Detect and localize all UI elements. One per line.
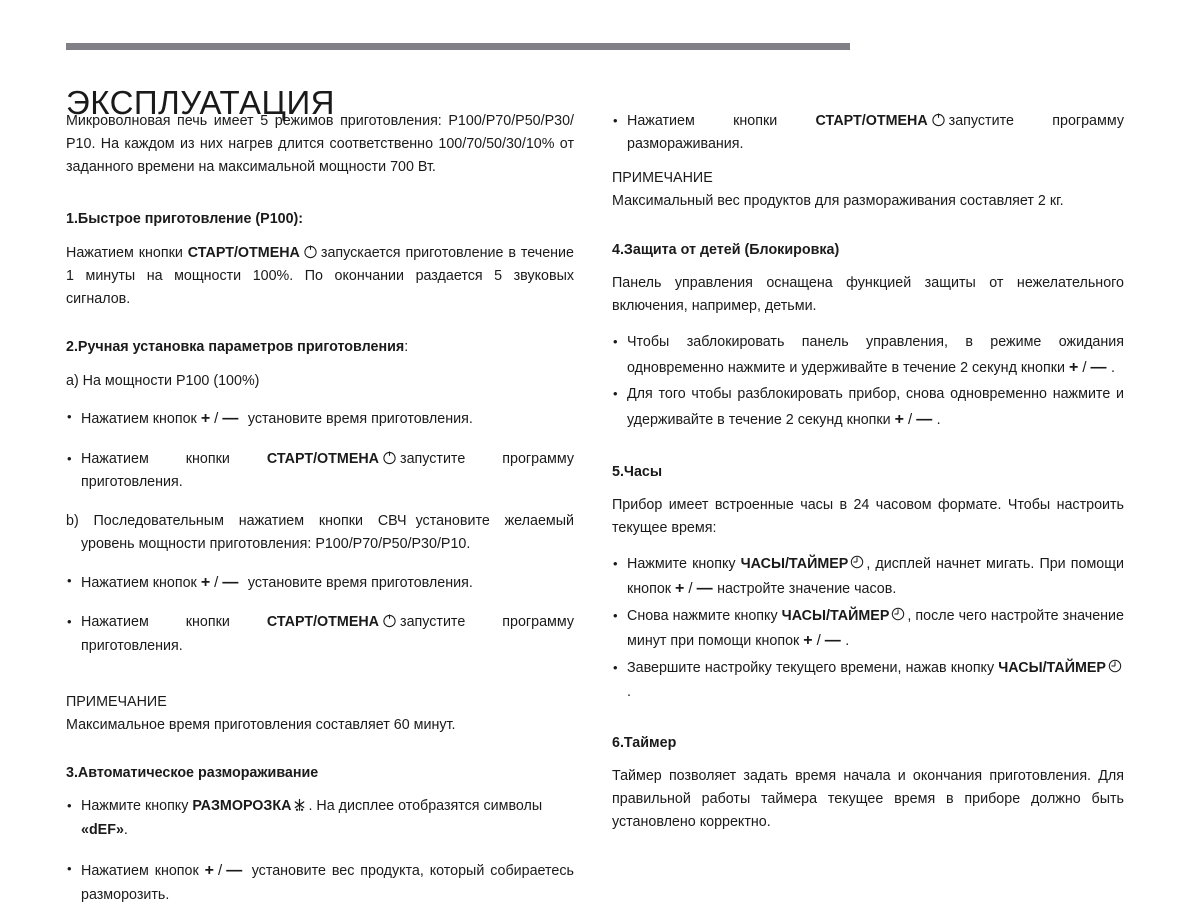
section-1-text-before: Нажатием кнопки (66, 244, 183, 261)
section-3-heading: 3.Автоматическое размораживание (66, 765, 319, 782)
bullet-defrost-period: . (123, 821, 128, 838)
bullet-weight-after: установите вес продукта, который собираетесь разморозить. (81, 862, 574, 903)
clock-icon (1108, 659, 1122, 673)
sub-b-before: b) Последовательным нажатием кнопки (66, 513, 363, 530)
section-4-heading: 4.Защита от детей (Блокировка) (612, 241, 840, 258)
unlock-instruction-before: Для того чтобы разблокировать прибор, снова одновременно нажмите и удерживайте в течение 2 секунд кнопки (627, 386, 1124, 428)
list-item (612, 605, 1124, 654)
list-item (66, 858, 574, 907)
bullet-b1-before: Нажатием кнопок (81, 574, 197, 591)
plus-minus-buttons-icon: + / — (204, 861, 243, 879)
right-column (612, 110, 1124, 835)
lock-instruction-before: Чтобы заблокировать панель управления, в режиме ожидания одновременно нажмите и удерживайте в течение 2 секунд кнопки (627, 334, 1124, 376)
list-item (612, 657, 1124, 703)
list-item (66, 406, 574, 432)
section-5-heading: 5.Часы (612, 463, 663, 480)
section-4-bullets (612, 331, 1124, 432)
clock-set-minutes-after: . (845, 633, 850, 650)
defrost-button-ref: РАЗМОРОЗКА (192, 798, 292, 815)
note-2-heading: ПРИМЕЧАНИЕ (612, 170, 713, 187)
note-2-body: Максимальный вес продуктов для размораживания составляет 2 кг. (612, 193, 1064, 210)
power-icon (382, 450, 397, 465)
section-2-heading (66, 337, 574, 358)
bullet-b2-after: запустите программу приготовления. (81, 614, 574, 654)
section-1-heading: 1.Быстрое приготовление (Р100): (66, 211, 304, 228)
section-1-body (66, 242, 574, 311)
list-item (612, 110, 1124, 156)
start-cancel-button-ref: СТАРТ/ОТМЕНА (266, 614, 380, 631)
unlock-instruction-after: . (936, 411, 941, 428)
clock-finish-before: Завершите настройку текущего времени, нажав кнопку (627, 660, 995, 677)
start-cancel-button-ref: СТАРТ/ОТМЕНА (266, 450, 380, 467)
clock-finish-after: . (627, 683, 631, 700)
defrost-start-before: Нажатием кнопки (627, 113, 778, 129)
power-icon (931, 112, 946, 127)
section-2-heading-colon: : (404, 339, 409, 356)
section-2-bullets-a (66, 406, 574, 432)
bullet-defrost-mid: . На дисплее отобразятся символы (308, 798, 543, 815)
note-1-heading: ПРИМЕЧАНИЕ (66, 693, 167, 710)
section-6-body: Таймер позволяет задать время начала и окончания приготовления. Для правильной работы таймера текущее время в приборе должно быть установлено корректно. (612, 768, 1124, 831)
list-item (66, 570, 574, 596)
bullet-a2-before: Нажатием кнопки (81, 450, 230, 467)
section-5-intro: Прибор имеет встроенные часы в 24 часовом формате. Чтобы настроить текущее время: (612, 496, 1124, 537)
start-cancel-button-ref: СТАРТ/ОТМЕНА (187, 244, 300, 261)
plus-minus-buttons-icon: + / — (803, 632, 842, 650)
microwave-button-ref: СВЧ (377, 513, 407, 530)
section-2-bullets-b2 (66, 611, 574, 657)
plus-minus-buttons-icon: + / — (675, 580, 714, 598)
intro-paragraph: Микроволновая печь имеет 5 режимов приготовления: Р100/Р70/Р50/Р30/Р10. На каждом из них нагрев длится соответственно 100/70/50/30/10% от заданного времени на максимальной мощности 700 Вт. (66, 113, 574, 176)
left-column (66, 110, 574, 910)
lock-instruction-after: . (1110, 359, 1115, 376)
plus-minus-buttons-icon: + / — (1068, 358, 1107, 376)
defrost-start-bullet (612, 110, 1124, 156)
snowflake-defrost-icon (293, 798, 306, 812)
section-3-bullets (66, 795, 574, 841)
bullet-defrost-before: Нажмите кнопку (81, 798, 189, 815)
bullet-b1-after: установите время приготовления. (247, 574, 473, 591)
bullet-b2-before: Нажатием кнопки (81, 614, 230, 631)
plus-minus-buttons-icon: + / — (200, 409, 239, 427)
list-item (66, 795, 574, 841)
clock-icon (891, 607, 905, 621)
list-item (66, 448, 574, 494)
bullet-weight-before: Нажатием кнопок (81, 862, 199, 879)
header-rule (66, 43, 850, 50)
clock-timer-button-ref: ЧАСЫ/ТАЙМЕР (998, 660, 1106, 677)
list-item (66, 611, 574, 657)
section-3-bullets-2 (66, 858, 574, 907)
clock-icon (850, 555, 864, 569)
clock-set-minutes-mid: , после чего настройте значение минут при помощи кнопок (627, 608, 1124, 650)
clock-set-minutes-before: Снова нажмите кнопку (627, 608, 778, 625)
list-item (612, 331, 1124, 380)
bullet-a1-before: Нажатием кнопок (81, 410, 197, 427)
section-5-bullets (612, 553, 1124, 703)
start-cancel-button-ref: СТАРТ/ОТМЕНА (815, 113, 928, 129)
list-item (612, 383, 1124, 432)
display-code-def: «dEF» (81, 821, 124, 838)
section-4-intro: Панель управления оснащена функцией защиты от нежелательного включения, например, детьми. (612, 275, 1124, 315)
bullet-a2-after: запустите программу приготовления. (81, 450, 574, 491)
clock-set-hours-after: настройте значение часов. (717, 581, 897, 598)
power-icon (303, 244, 318, 259)
clock-timer-button-ref: ЧАСЫ/ТАЙМЕР (740, 556, 849, 573)
clock-set-hours-before: Нажмите кнопку (627, 556, 736, 573)
sub-b-after: установите желаемый уровень мощности приготовления: Р100/Р70/Р50/Р30/Р10. (81, 513, 574, 553)
plus-minus-buttons-icon: + / — (200, 573, 239, 591)
list-item (612, 553, 1124, 602)
section-2-bullets-b (66, 570, 574, 596)
section-2-heading-text: 2.Ручная установка параметров приготовления (66, 339, 405, 356)
bullet-a1-after: установите время приготовления. (247, 410, 473, 427)
plus-minus-buttons-icon: + / — (894, 410, 933, 428)
section-2-sub-a: a) На мощности Р100 (100%) (66, 372, 260, 389)
defrost-start-after: запустите программу размораживания. (627, 113, 1124, 153)
section-6-heading: 6.Таймер (612, 734, 677, 751)
power-icon (382, 613, 397, 628)
section-2-bullets-a2 (66, 448, 574, 494)
section-2-sub-b (66, 510, 574, 556)
section-1-text-after: запускается приготовление в течение 1 минуты на мощности 100%. По окончании раздается 5 звуковых сигналов. (66, 244, 574, 308)
note-1-body: Максимальное время приготовления составляет 60 минут. (66, 716, 456, 733)
clock-set-hours-mid: , дисплей начнет мигать. При помощи кнопок (627, 556, 1124, 598)
page-title: ЭКСПЛУАТАЦИЯ (66, 84, 336, 122)
clock-timer-button-ref: ЧАСЫ/ТАЙМЕР (781, 608, 890, 625)
